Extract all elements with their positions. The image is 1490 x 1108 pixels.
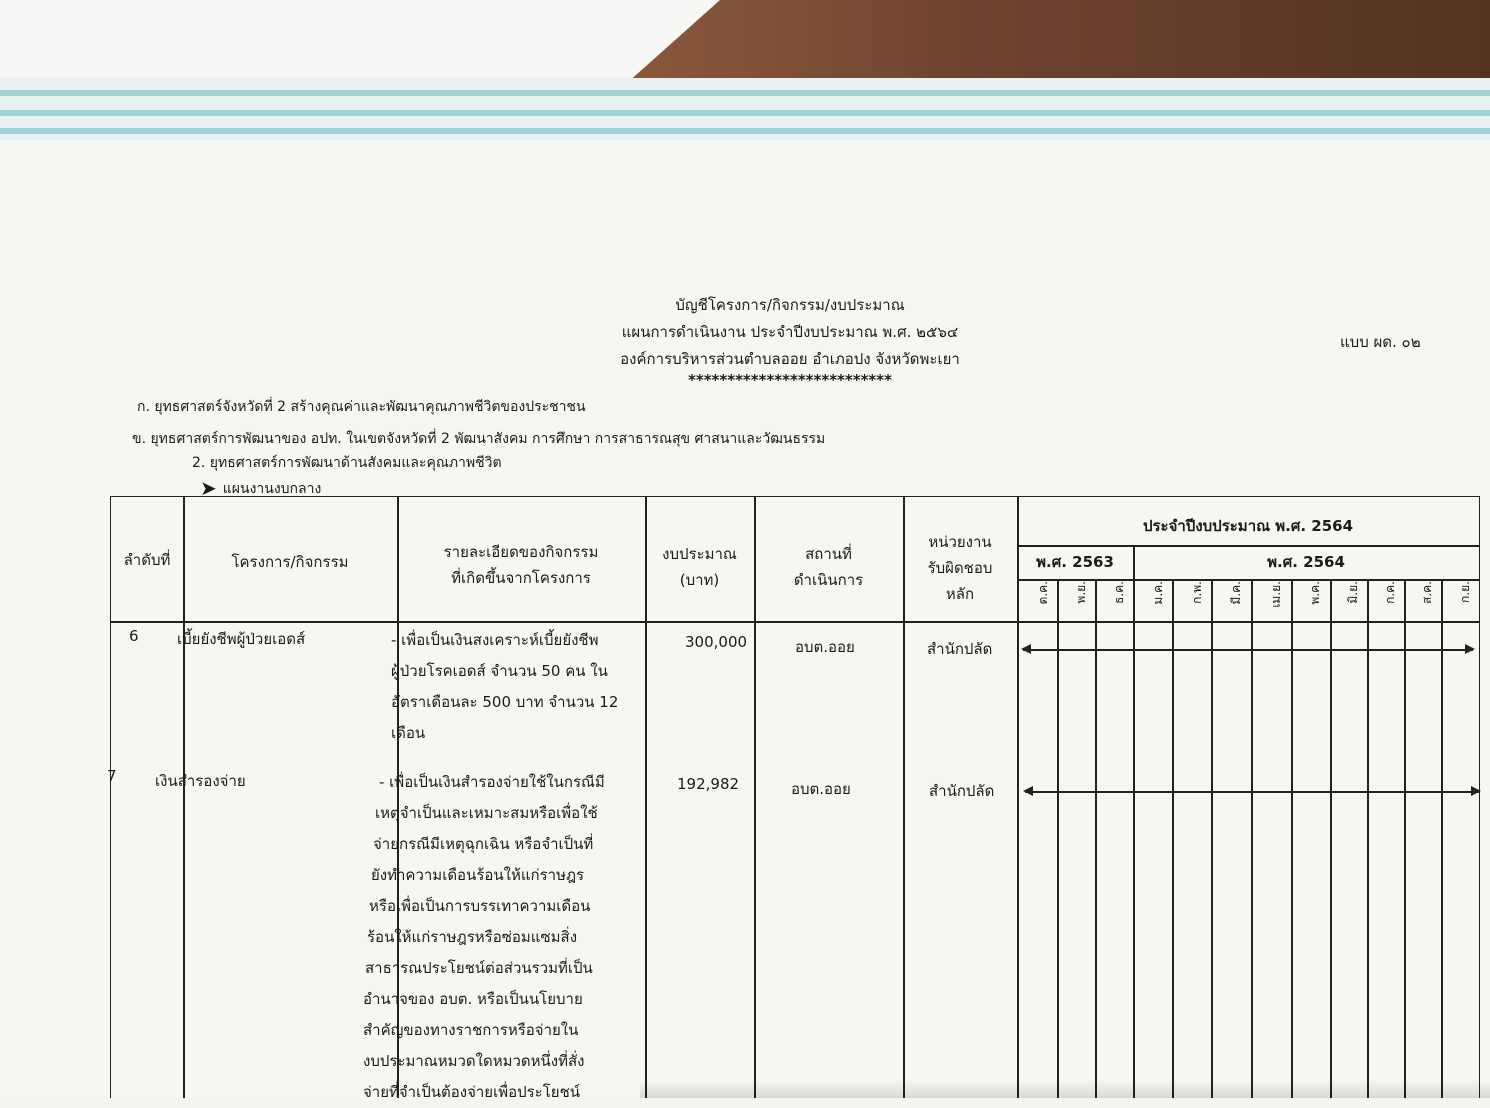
header-detail-line: รายละเอียดของกิจกรรม xyxy=(443,543,599,561)
row-place: อบต.ออย xyxy=(791,780,851,798)
detail-line: สาธารณประโยชน์ต่อส่วนรวมที่เป็น xyxy=(365,959,593,977)
timeline-arrow xyxy=(1025,791,1479,793)
form-code: แบบ ผด. ๐๒ xyxy=(1340,333,1421,351)
detail-line: อัตราเดือนละ 500 บาท จำนวน 12 xyxy=(391,693,619,711)
document-title: บัญชีโครงการ/กิจกรรม/งบประมาณ xyxy=(675,296,905,314)
row-project: เงินสำรองจ่าย xyxy=(155,772,246,790)
header-no: ลำดับที่ xyxy=(123,551,171,569)
month-label: ส.ค. xyxy=(1420,581,1434,604)
header-bottom-rule xyxy=(111,621,1479,623)
timeline-arrow xyxy=(1023,649,1473,651)
month-label: ก.ย. xyxy=(1458,581,1472,603)
detail-line: ยังทำความเดือนร้อนให้แก่ราษฎร xyxy=(371,866,585,884)
detail-line: งบประมาณหมวดใดหมวดหนึ่งที่สั่ง xyxy=(363,1052,585,1070)
detail-line: หรือเพื่อเป็นการบรรเทาความเดือน xyxy=(369,897,591,915)
document-organization: องค์การบริหารส่วนตำบลออย อำเภอปง จังหวัดพะเยา xyxy=(620,350,960,368)
detail-line: - เพื่อเป็นเงินสงเคราะห์เบี้ยยังชีพ xyxy=(391,631,599,649)
header-separator: ************************** xyxy=(688,371,892,389)
month-divider xyxy=(1211,581,1213,1098)
month-label: ต.ค. xyxy=(1036,581,1050,605)
header-unit-line: รับผิดชอบ xyxy=(927,559,993,577)
month-divider xyxy=(1172,581,1174,1098)
column-divider xyxy=(183,497,185,1098)
month-label: ก.พ. xyxy=(1190,581,1204,604)
folder-stripe xyxy=(0,128,1490,134)
year-divider xyxy=(1133,545,1135,1098)
folder-stripe xyxy=(0,90,1490,96)
desk-background xyxy=(620,0,1490,78)
header-place-line: สถานที่ xyxy=(805,545,852,563)
month-label: พ.ค. xyxy=(1308,581,1322,605)
header-budget-line: งบประมาณ xyxy=(662,545,737,563)
month-divider xyxy=(1251,581,1253,1098)
arrow-icon: ➤ xyxy=(200,476,217,500)
row-detail xyxy=(363,767,605,1108)
page-shadow xyxy=(640,1080,1490,1098)
header-detail-line: ที่เกิดขึ้นจากโครงการ xyxy=(451,569,591,587)
header-place-line: ดำเนินการ xyxy=(793,571,864,589)
header-budget-line: (บาท) xyxy=(679,571,720,589)
row-divider xyxy=(1017,545,1479,547)
month-label: พ.ย. xyxy=(1074,581,1088,604)
plan-label: แผนงานงบกลาง xyxy=(222,481,322,497)
document-header xyxy=(560,292,1020,387)
row-budget: 192,982 xyxy=(677,775,740,793)
row-detail xyxy=(391,625,618,749)
detail-line: เดือน xyxy=(391,724,426,742)
month-divider xyxy=(1057,581,1059,1098)
month-divider xyxy=(1441,581,1443,1098)
header-unit-line: หน่วยงาน xyxy=(928,533,992,551)
month-divider xyxy=(1291,581,1293,1098)
paper-corner xyxy=(0,0,720,90)
row-place: อบต.ออย xyxy=(795,638,855,656)
detail-line: อำนาจของ อบต. หรือเป็นนโยบาย xyxy=(363,990,583,1008)
header-year-2564: พ.ศ. 2564 xyxy=(1267,553,1345,571)
header-unit-line: หลัก xyxy=(945,585,975,603)
row-no: 7 xyxy=(107,767,117,785)
detail-line: - เพื่อเป็นเงินสำรองจ่ายใช้ในกรณีมี xyxy=(379,773,605,791)
month-label: ก.ค. xyxy=(1383,581,1397,604)
detail-line: จ่ายที่จำเป็นต้องจ่ายเพื่อประโยชน์ xyxy=(363,1083,581,1101)
month-label: ธ.ค. xyxy=(1112,581,1126,604)
month-label: มิ.ย. xyxy=(1346,581,1360,604)
detail-line: ร้อนให้แก่ราษฎรหรือซ่อมแซมสิ่ง xyxy=(367,928,578,946)
row-project: เบี้ยยังชีพผู้ป่วยเอดส์ xyxy=(177,630,306,648)
month-divider xyxy=(1330,581,1332,1098)
header-project: โครงการ/กิจกรรม xyxy=(231,553,349,571)
header-budget xyxy=(645,541,754,593)
strategy-line-b: ข. ยุทธศาสตร์การพัฒนาของ อปท. ในเขตจังหวัดที่ 2 พัฒนาสังคม การศึกษา การสาธารณสุข ศาสนาและวัฒนธรรม xyxy=(132,431,826,447)
detail-line: สำคัญของทางราชการหรือจ่ายใน xyxy=(363,1021,579,1039)
header-detail xyxy=(397,539,645,591)
folder-stripe xyxy=(0,110,1490,116)
header-unit xyxy=(903,529,1017,607)
header-year-2563: พ.ศ. 2563 xyxy=(1036,553,1114,571)
header-place xyxy=(754,541,903,593)
header-fiscal-year: ประจำปีงบประมาณ พ.ศ. 2564 xyxy=(1142,517,1354,535)
month-label: ม.ค. xyxy=(1151,581,1165,605)
row-no: 6 xyxy=(129,627,139,645)
row-budget: 300,000 xyxy=(685,633,748,651)
column-divider xyxy=(1017,497,1019,1098)
document-subtitle: แผนการดำเนินงาน ประจำปีงบประมาณ พ.ศ. ๒๕๖๔ xyxy=(621,323,959,341)
strategy-line-2: 2. ยุทธศาสตร์การพัฒนาด้านสังคมและคุณภาพชีวิต xyxy=(192,455,502,471)
project-table xyxy=(107,496,1480,1101)
row-unit: สำนักปลัด xyxy=(929,782,995,800)
month-divider xyxy=(1367,581,1369,1098)
detail-line: ผู้ป่วยโรคเอดส์ จำนวน 50 คน ใน xyxy=(391,662,608,680)
month-divider xyxy=(1404,581,1406,1098)
month-label: มี.ค. xyxy=(1229,581,1243,605)
month-divider xyxy=(1095,581,1097,1098)
detail-line: จ่ายกรณีมีเหตุฉุกเฉิน หรือจำเป็นที่ xyxy=(373,835,594,853)
month-label: เม.ย. xyxy=(1269,581,1283,608)
detail-line: เหตุจำเป็นและเหมาะสมหรือเพื่อใช้ xyxy=(375,804,598,822)
strategy-line-a: ก. ยุทธศาสตร์จังหวัดที่ 2 สร้างคุณค่าและพัฒนาคุณภาพชีวิตของประชาชน xyxy=(137,399,586,415)
row-unit: สำนักปลัด xyxy=(927,640,993,658)
